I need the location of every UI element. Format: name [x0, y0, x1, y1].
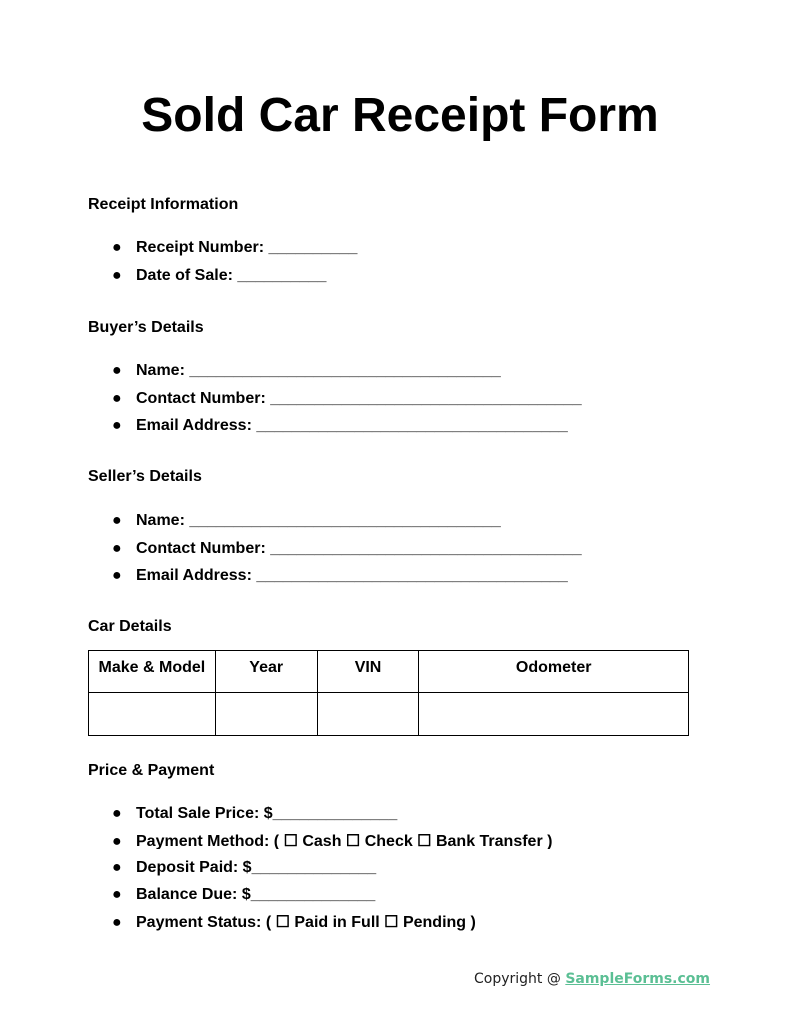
bullet-icon: ● — [112, 389, 122, 407]
section-heading-car-details: Car Details — [88, 618, 172, 635]
total-sale-price-field[interactable]: Total Sale Price: $______________ — [136, 805, 398, 822]
bullet-icon: ● — [112, 512, 122, 529]
date-of-sale-field[interactable]: Date of Sale: __________ — [136, 266, 327, 284]
make-model-cell[interactable] — [89, 693, 216, 736]
list-item-balance-due — [112, 885, 376, 913]
list-item-date-of-sale — [112, 266, 327, 294]
section-heading-receipt-information: Receipt Information — [88, 196, 239, 213]
section-heading-price-payment: Price & Payment — [88, 762, 215, 779]
vin-cell[interactable] — [317, 693, 419, 736]
bullet-icon: ● — [112, 805, 122, 822]
buyer-email-field[interactable]: Email Address: ___________________________________ — [136, 417, 568, 434]
deposit-paid-field[interactable]: Deposit Paid: $______________ — [136, 858, 377, 876]
bullet-icon: ● — [112, 417, 122, 434]
bullet-icon: ● — [112, 913, 122, 931]
bullet-icon: ● — [112, 239, 122, 256]
list-item-buyer-email — [112, 416, 568, 444]
bullet-icon: ● — [112, 567, 122, 584]
receipt-number-field[interactable]: Receipt Number: __________ — [136, 239, 358, 256]
bullet-icon: ● — [112, 886, 122, 903]
bullet-icon: ● — [112, 832, 122, 850]
list-item-seller-name — [112, 511, 501, 539]
buyer-details-list — [112, 361, 582, 444]
seller-name-field[interactable]: Name: ___________________________________ — [136, 512, 501, 529]
table-row — [89, 693, 689, 736]
car-details-table — [88, 650, 689, 736]
price-payment-list — [112, 804, 553, 940]
column-header-odometer: Odometer — [419, 651, 689, 693]
column-header-vin: VIN — [317, 651, 419, 693]
copyright-text: Copyright @ — [474, 971, 566, 987]
seller-details-list — [112, 511, 582, 594]
document-title: Sold Car Receipt Form — [141, 89, 659, 142]
table-header-row — [89, 651, 689, 693]
list-item-payment-status — [112, 913, 476, 941]
list-item-seller-contact — [112, 539, 582, 567]
column-header-year: Year — [215, 651, 317, 693]
section-heading-sellers-details: Seller’s Details — [88, 468, 202, 485]
bullet-icon: ● — [112, 266, 122, 284]
seller-contact-number-field[interactable]: Contact Number: ___________________________________ — [136, 539, 582, 557]
section-heading-buyers-details: Buyer’s Details — [88, 319, 204, 336]
sampleforms-link[interactable]: SampleForms.com — [565, 971, 711, 987]
buyer-name-field[interactable]: Name: ___________________________________ — [136, 362, 501, 379]
footer-copyright — [474, 969, 710, 989]
list-item-seller-email — [112, 566, 568, 594]
buyer-contact-number-field[interactable]: Contact Number: ___________________________________ — [136, 389, 582, 407]
payment-method-options[interactable]: Payment Method: ( ☐ Cash ☐ Check ☐ Bank Transfer ) — [136, 832, 553, 849]
bullet-icon: ● — [112, 362, 122, 379]
payment-status-options[interactable]: Payment Status: ( ☐ Paid in Full ☐ Pending ) — [136, 913, 476, 931]
bullet-icon: ● — [112, 858, 122, 876]
odometer-cell[interactable] — [419, 693, 689, 736]
balance-due-field[interactable]: Balance Due: $______________ — [136, 886, 376, 903]
list-item-receipt-number — [112, 238, 358, 266]
column-header-make-model: Make & Model — [89, 651, 216, 693]
list-item-deposit-paid — [112, 858, 377, 886]
list-item-payment-method — [112, 832, 553, 858]
list-item-buyer-contact — [112, 389, 582, 417]
seller-email-field[interactable]: Email Address: ___________________________________ — [136, 567, 568, 584]
list-item-buyer-name — [112, 361, 501, 389]
receipt-info-list — [112, 238, 358, 293]
year-cell[interactable] — [215, 693, 317, 736]
list-item-total-sale-price — [112, 804, 398, 832]
bullet-icon: ● — [112, 539, 122, 557]
